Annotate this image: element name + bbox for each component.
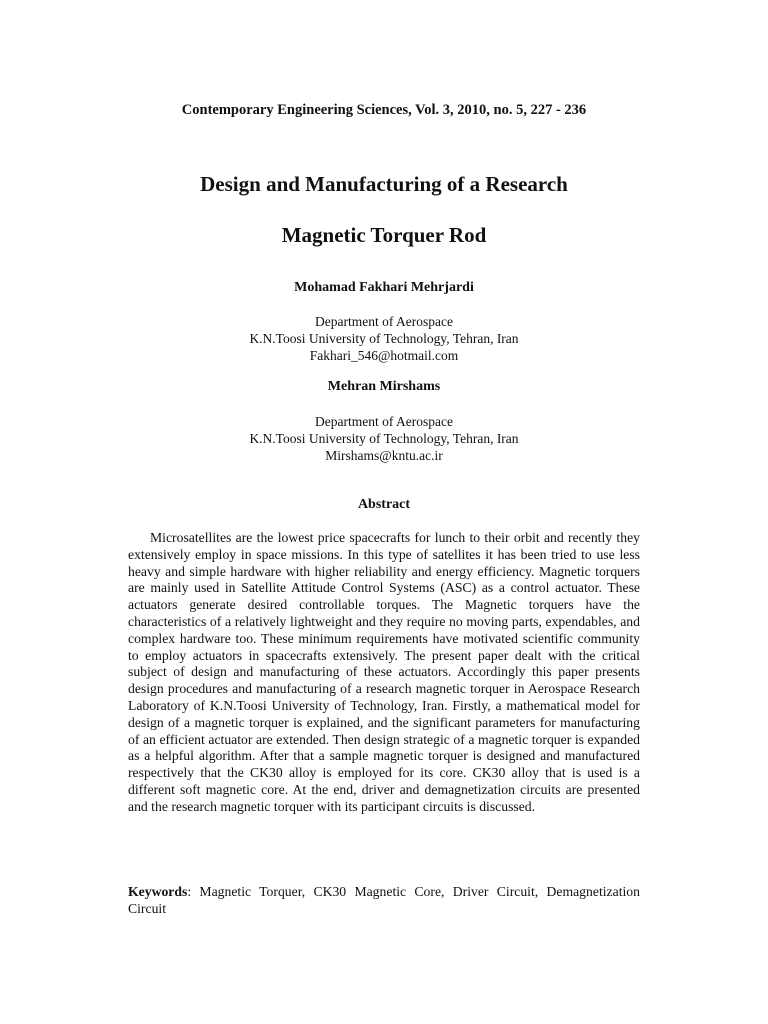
author-institution: K.N.Toosi University of Technology, Tehran, Iran	[249, 431, 519, 446]
keywords-label: Keywords	[128, 884, 188, 899]
paper-title-line-1: Design and Manufacturing of a Research	[200, 172, 568, 196]
journal-header: Contemporary Engineering Sciences, Vol. 3, 2010, no. 5, 227 - 236	[181, 102, 587, 118]
author-name: Mohamad Fakhari Mehrjardi	[294, 280, 474, 295]
author-affiliation	[0, 313, 768, 364]
author-department: Department of Aerospace	[315, 414, 453, 429]
author-email: Mirshams@kntu.ac.ir	[325, 448, 443, 463]
abstract-body: Microsatellites are the lowest price spacecrafts for lunch to their orbit and recently they extensively employ in space missions. In this type of satellites it has been tried to use less heavy and simple hardware with higher reliability and energy efficiency. Magnetic torquers are mainly used in Satellite Attitude Control Systems (ASC) as a control actuator. These actuators generate desired controllable torques. The Magnetic torquers have the characteristics of a relatively lightweight and they require no moving parts, expendables, and complex hardware too. These minimum requirements have motivated scientific community to employ actuators in spacecrafts extensively. The present paper dealt with the critical subject of design and manufacturing of these actuators. Accordingly this paper presents design procedures and manufacturing of a research magnetic torquer in Aerospace Research Laboratory of K.N.Toosi University of Technology, Iran. Firstly, a mathematical model for design of a magnetic torquer is explained, and the significant parameters for manufacturing of an efficient actuator are extended. Then design strategic of a magnetic torquer is expanded as a helpful algorithm. After that a sample magnetic torquer is designed and manufactured respectively that the CK30 alloy is employed for its core. CK30 alloy that is used is a different soft magnetic core. At the end, driver and demagnetization circuits are presented and the research magnetic torquer with its participant circuits is discussed.	[128, 530, 640, 814]
author-email: Fakhari_546@hotmail.com	[309, 348, 459, 363]
author-institution: K.N.Toosi University of Technology, Tehran, Iran	[249, 331, 519, 346]
abstract-heading: Abstract	[357, 497, 411, 512]
author-department: Department of Aerospace	[315, 314, 453, 329]
author-affiliation	[0, 413, 768, 464]
keywords-text: : Magnetic Torquer, CK30 Magnetic Core, Driver Circuit, Demagnetization Circuit	[128, 884, 640, 916]
author-name: Mehran Mirshams	[327, 379, 441, 394]
keywords	[128, 883, 640, 917]
paper-title-line-2: Magnetic Torquer Rod	[281, 223, 487, 247]
